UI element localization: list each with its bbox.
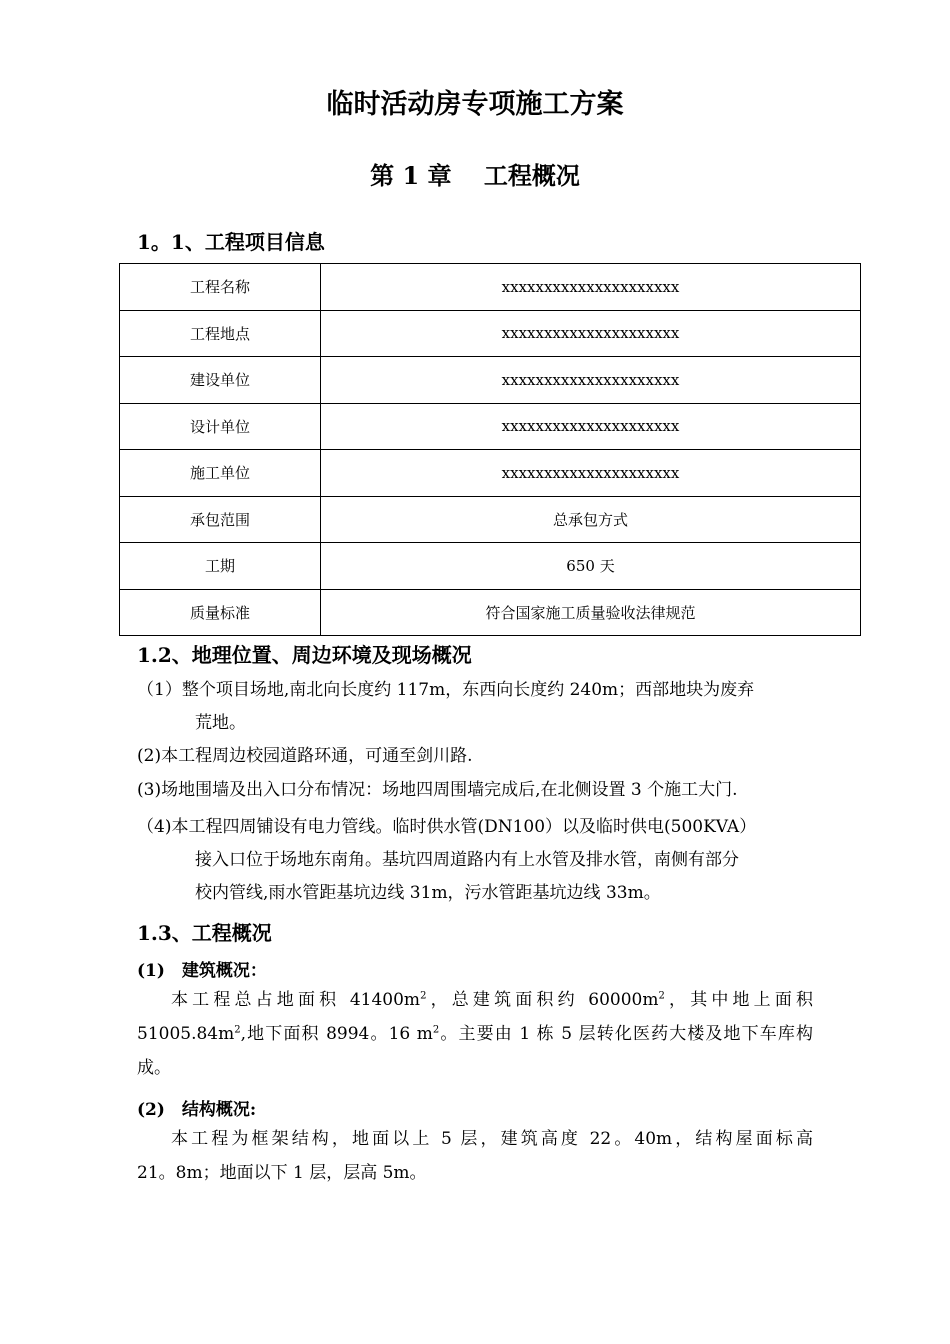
- table-row: [120, 589, 861, 636]
- document-title: 临时活动房专项施工方案: [326, 89, 624, 120]
- superscript: 2: [420, 990, 427, 1002]
- paragraph-2: (2)本工程周边校园道路环通，可通至剑川路.: [137, 746, 473, 766]
- superscript: 2: [234, 1024, 241, 1036]
- row-value: xxxxxxxxxxxxxxxxxxxxx: [321, 357, 861, 404]
- structure-line-2: 21。8m；地面以下 1 层，层高 5m。: [137, 1163, 427, 1183]
- chapter-title: 第 1 章 工程概况: [370, 161, 580, 190]
- row-value: 650 天: [321, 543, 861, 590]
- row-label: 质量标准: [120, 589, 321, 636]
- table-row: [120, 543, 861, 590]
- table-row: [120, 264, 861, 311]
- row-value: xxxxxxxxxxxxxxxxxxxxx: [321, 264, 861, 311]
- section-1-1-heading: 1。1、工程项目信息: [137, 230, 325, 254]
- paragraph-3: (3)场地围墙及出入口分布情况：场地四周围墙完成后,在北侧设置 3 个施工大门.: [137, 780, 738, 800]
- row-value: 总承包方式: [321, 496, 861, 543]
- architecture-text: ，其中地上面积: [664, 990, 814, 1010]
- superscript: 2: [658, 990, 665, 1002]
- row-label: 承包范围: [120, 496, 321, 543]
- project-info-table: [119, 263, 861, 636]
- table-row: [120, 310, 861, 357]
- row-value: xxxxxxxxxxxxxxxxxxxxx: [321, 310, 861, 357]
- table-row: [120, 357, 861, 404]
- row-label: 工程名称: [120, 264, 321, 311]
- row-label: 设计单位: [120, 403, 321, 450]
- structure-line-1: [137, 1122, 813, 1157]
- structure-text: 本工程为框架结构，地面以上 5 层，建筑高度 22。40m，结构屋面标高: [171, 1129, 813, 1149]
- row-label: 建设单位: [120, 357, 321, 404]
- architecture-line-1: [137, 983, 813, 1018]
- architecture-text: 本工程总占地面积 41400m: [171, 990, 421, 1010]
- row-value: xxxxxxxxxxxxxxxxxxxxx: [321, 450, 861, 497]
- paragraph-1-line-2: 荒地。: [195, 713, 246, 733]
- architecture-text: 51005.84m: [137, 1024, 235, 1044]
- row-value: xxxxxxxxxxxxxxxxxxxxx: [321, 403, 861, 450]
- row-value: 符合国家施工质量验收法律规范: [321, 589, 861, 636]
- architecture-line-3: 成。: [137, 1058, 171, 1078]
- row-label: 工程地点: [120, 310, 321, 357]
- table-row: [120, 403, 861, 450]
- row-label: 工期: [120, 543, 321, 590]
- table-row: [120, 496, 861, 543]
- paragraph-1-line-1: （1）整个项目场地,南北向长度约 117m，东西向长度约 240m；西部地块为废弃: [137, 680, 755, 700]
- paragraph-4-line-2: 接入口位于场地东南角。基坑四周道路内有上水管及排水管，南侧有部分: [195, 850, 739, 870]
- superscript: 2: [432, 1024, 440, 1036]
- paragraph-4-line-3: 校内管线,雨水管距基坑边线 31m，污水管距基坑边线 33m。: [195, 883, 661, 903]
- architecture-text: 。主要由 1 栋 5 层转化医药大楼及地下车库构: [439, 1024, 813, 1044]
- section-1-3-heading: 1.3、工程概况: [137, 921, 272, 945]
- architecture-subheading: (1) 建筑概况：: [137, 961, 267, 981]
- table-row: [120, 450, 861, 497]
- row-label: 施工单位: [120, 450, 321, 497]
- architecture-line-2: [137, 1017, 813, 1052]
- architecture-text: ，总建筑面积约 60000m: [426, 990, 659, 1010]
- structure-subheading: (2) 结构概况:: [137, 1100, 257, 1120]
- section-1-2-heading: 1.2、地理位置、周边环境及现场概况: [137, 643, 472, 667]
- paragraph-4-line-1: （4)本工程四周铺设有电力管线。临时供水管(DN100）以及临时供电(500KVA）: [137, 817, 757, 837]
- architecture-text: ,地下面积 8994。16 m: [240, 1024, 433, 1044]
